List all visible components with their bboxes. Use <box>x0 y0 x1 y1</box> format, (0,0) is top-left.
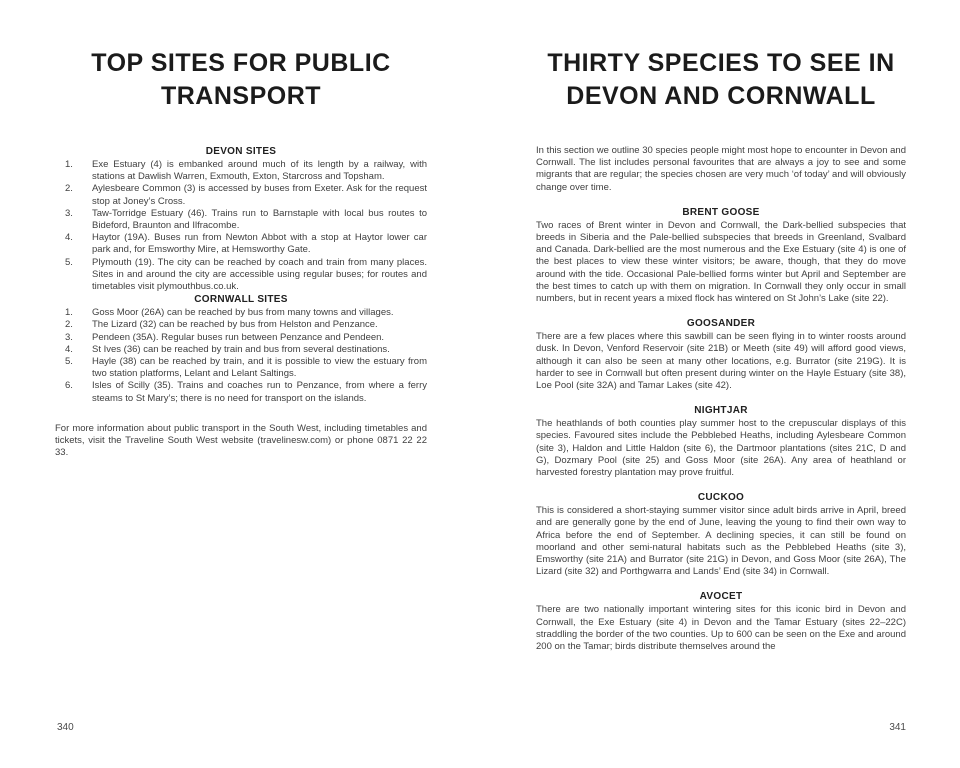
right-page-content <box>536 145 906 653</box>
list-item-text: Aylesbeare Common (3) is accessed by buses from Exeter. Ask for the request stop at Joney’s Cross. <box>92 183 427 207</box>
list-item <box>55 356 427 380</box>
page-title: TOP SITES FOR PUBLIC TRANSPORT <box>91 49 391 110</box>
page-title: THIRTY SPECIES TO SEE IN DEVON AND CORNWALL <box>547 49 895 110</box>
list-index <box>55 344 92 356</box>
list-item-text: Goss Moor (26A) can be reached by bus from many towns and villages. <box>92 307 394 319</box>
list-index <box>55 232 92 256</box>
species-body: The heathlands of both counties play summer host to the crepuscular displays of this species. Favoured sites include the Pebblebed Heaths, including Aylesbeare Common (site 3), Haldon and Little Haldon (site 6), the Dartmoor plantations (sites 21C, D and G), Dozmary Pool (site 25) and Goss Moor (site 26A). Any area of heathland or harvested forestry plantation may prove fruitful. <box>536 418 906 479</box>
list-item-text: Haytor (19A). Buses run from Newton Abbot with a stop at Haytor lower car park and, for Emsworthy Mire, at Hemsworthy Gate. <box>92 232 427 256</box>
species-sections <box>536 206 906 653</box>
list-index <box>55 356 92 380</box>
list-item-text: St Ives (36) can be reached by train and bus from several destinations. <box>92 343 390 355</box>
list-item-text: Pendeen (35A). Regular buses run between Penzance and Pendeen. <box>92 331 385 343</box>
species-heading: CUCKOO <box>697 492 745 504</box>
species-section <box>536 404 906 479</box>
species-section <box>536 317 906 392</box>
intro-paragraph: In this section we outline 30 species people might most hope to encounter in Devon and Cornwall. The list includes personal favourites that are always a joy to see and some migrants that are regular; the species chosen are very much ‘of today’ and will obviously change over time. <box>536 145 906 193</box>
list-index <box>55 183 92 207</box>
list-item-text: Exe Estuary (4) is embanked around much of its length by a railway, with stations at Dawlish Warren, Exmouth, Exton, Starcross and Topsham. <box>92 159 427 183</box>
species-heading: NIGHTJAR <box>694 405 748 417</box>
species-section <box>536 491 906 578</box>
list-item <box>55 344 427 356</box>
section-heading: CORNWALL SITES <box>194 294 288 306</box>
list-item <box>55 307 427 319</box>
species-heading: GOOSANDER <box>686 318 756 330</box>
species-body: There are a few places where this sawbill can be seen flying in to winter roosts around dusk. In Devon, Venford Reservoir (site 21B) or Meeth (site 49) will afford good views, although it can also be seen at many other locations, e.g. Burrator (site 219G). It is harder to see in Cornwall but often present during winter on the Hayle Estuary (site 38), Loe Pool (site 32A) and Tamar Lakes (site 42). <box>536 331 906 392</box>
site-list <box>55 159 427 293</box>
list-item-text: Hayle (38) can be reached by train, and it is possible to view the estuary from two station platforms, Lelant and Lelant Saltings. <box>92 356 427 380</box>
species-section <box>536 590 906 653</box>
section-heading: DEVON SITES <box>205 146 277 157</box>
species-body: Two races of Brent winter in Devon and Cornwall, the Dark-bellied subspecies that breeds in Siberia and the Pale-bellied subspecies that breeds in Greenland, Svalbard and Canada. Dark-bellied are the most numerous and the Exe Estuary (site 4) is one of the best places to view these winter visitors; be aware, though, that they do move around with the tide. Occasional Pale-bellied forms winter but April and September are the best times to catch up with them on migration. In Cornwall they only occur in small numbers, but in recent years a mixed flock has wintered on St John’s Lake (site 22). <box>536 219 906 305</box>
list-item <box>55 319 427 331</box>
list-index <box>55 332 92 344</box>
list-item-text: Isles of Scilly (35). Trains and coaches run to Penzance, from where a ferry steams to St Mary’s; there is no need for transport on the islands. <box>92 380 427 404</box>
page-number: 341 <box>889 722 906 733</box>
list-item <box>55 380 427 404</box>
list-item <box>55 159 427 183</box>
list-index <box>55 257 92 294</box>
list-item <box>55 332 427 344</box>
list-index <box>55 208 92 232</box>
list-index <box>55 319 92 331</box>
list-index <box>55 159 92 183</box>
list-index <box>55 307 92 319</box>
left-page-content <box>55 145 427 459</box>
species-body: There are two nationally important wintering sites for this iconic bird in Devon and Cornwall, the Exe Estuary (site 4) in Devon and the Tamar Estuary (sites 22–22C) straddling the border of the two counties. Up to 600 can be seen on the Exe and around 200 on the Tamar; birds distribute themselves around the <box>536 604 906 653</box>
list-item-text: Plymouth (19). The city can be reached by coach and train from many places. Sites in and around the city are accessible using regular buses; for routes and timetables visit plymouthbus.co.uk. <box>92 256 427 293</box>
list-item <box>55 257 427 294</box>
right-page <box>536 0 906 768</box>
list-item <box>55 183 427 207</box>
species-body: This is considered a short-staying summer visitor since adult birds arrive in April, breed and are generally gone by the end of June, leaving the young to find their own way to Africa before the end of September. A declining species, it can still be found on moorland and other semi-natural habitats such as the Pebblebed Heaths (site 3), Emsworthy (site 21A) and Burrator (site 21G) in Devon, and Goss Moor (site 26A), The Lizard (site 32) and Porthgwarra and Lands’ End (site 34) in Cornwall. <box>536 505 906 578</box>
species-section <box>536 206 906 305</box>
species-heading: AVOCET <box>699 591 743 603</box>
list-item-text: The Lizard (32) can be reached by bus from Helston and Penzance. <box>92 319 378 331</box>
list-item <box>55 208 427 232</box>
site-section <box>55 293 427 405</box>
species-heading: BRENT GOOSE <box>682 206 760 218</box>
site-sections <box>55 145 427 405</box>
list-item <box>55 232 427 256</box>
left-page <box>55 0 427 768</box>
page-number: 340 <box>57 722 74 733</box>
footer-note: For more information about public transport in the South West, including timetables and tickets, visit the Traveline South West website (travelinesw.com) or phone 0871 22 22 33. <box>55 422 427 459</box>
list-index <box>55 380 92 404</box>
site-section <box>55 145 427 293</box>
list-item-text: Taw-Torridge Estuary (46). Trains run to Barnstaple with local bus routes to Bideford, Braunton and Ilfracombe. <box>92 207 427 232</box>
site-list <box>55 307 427 405</box>
